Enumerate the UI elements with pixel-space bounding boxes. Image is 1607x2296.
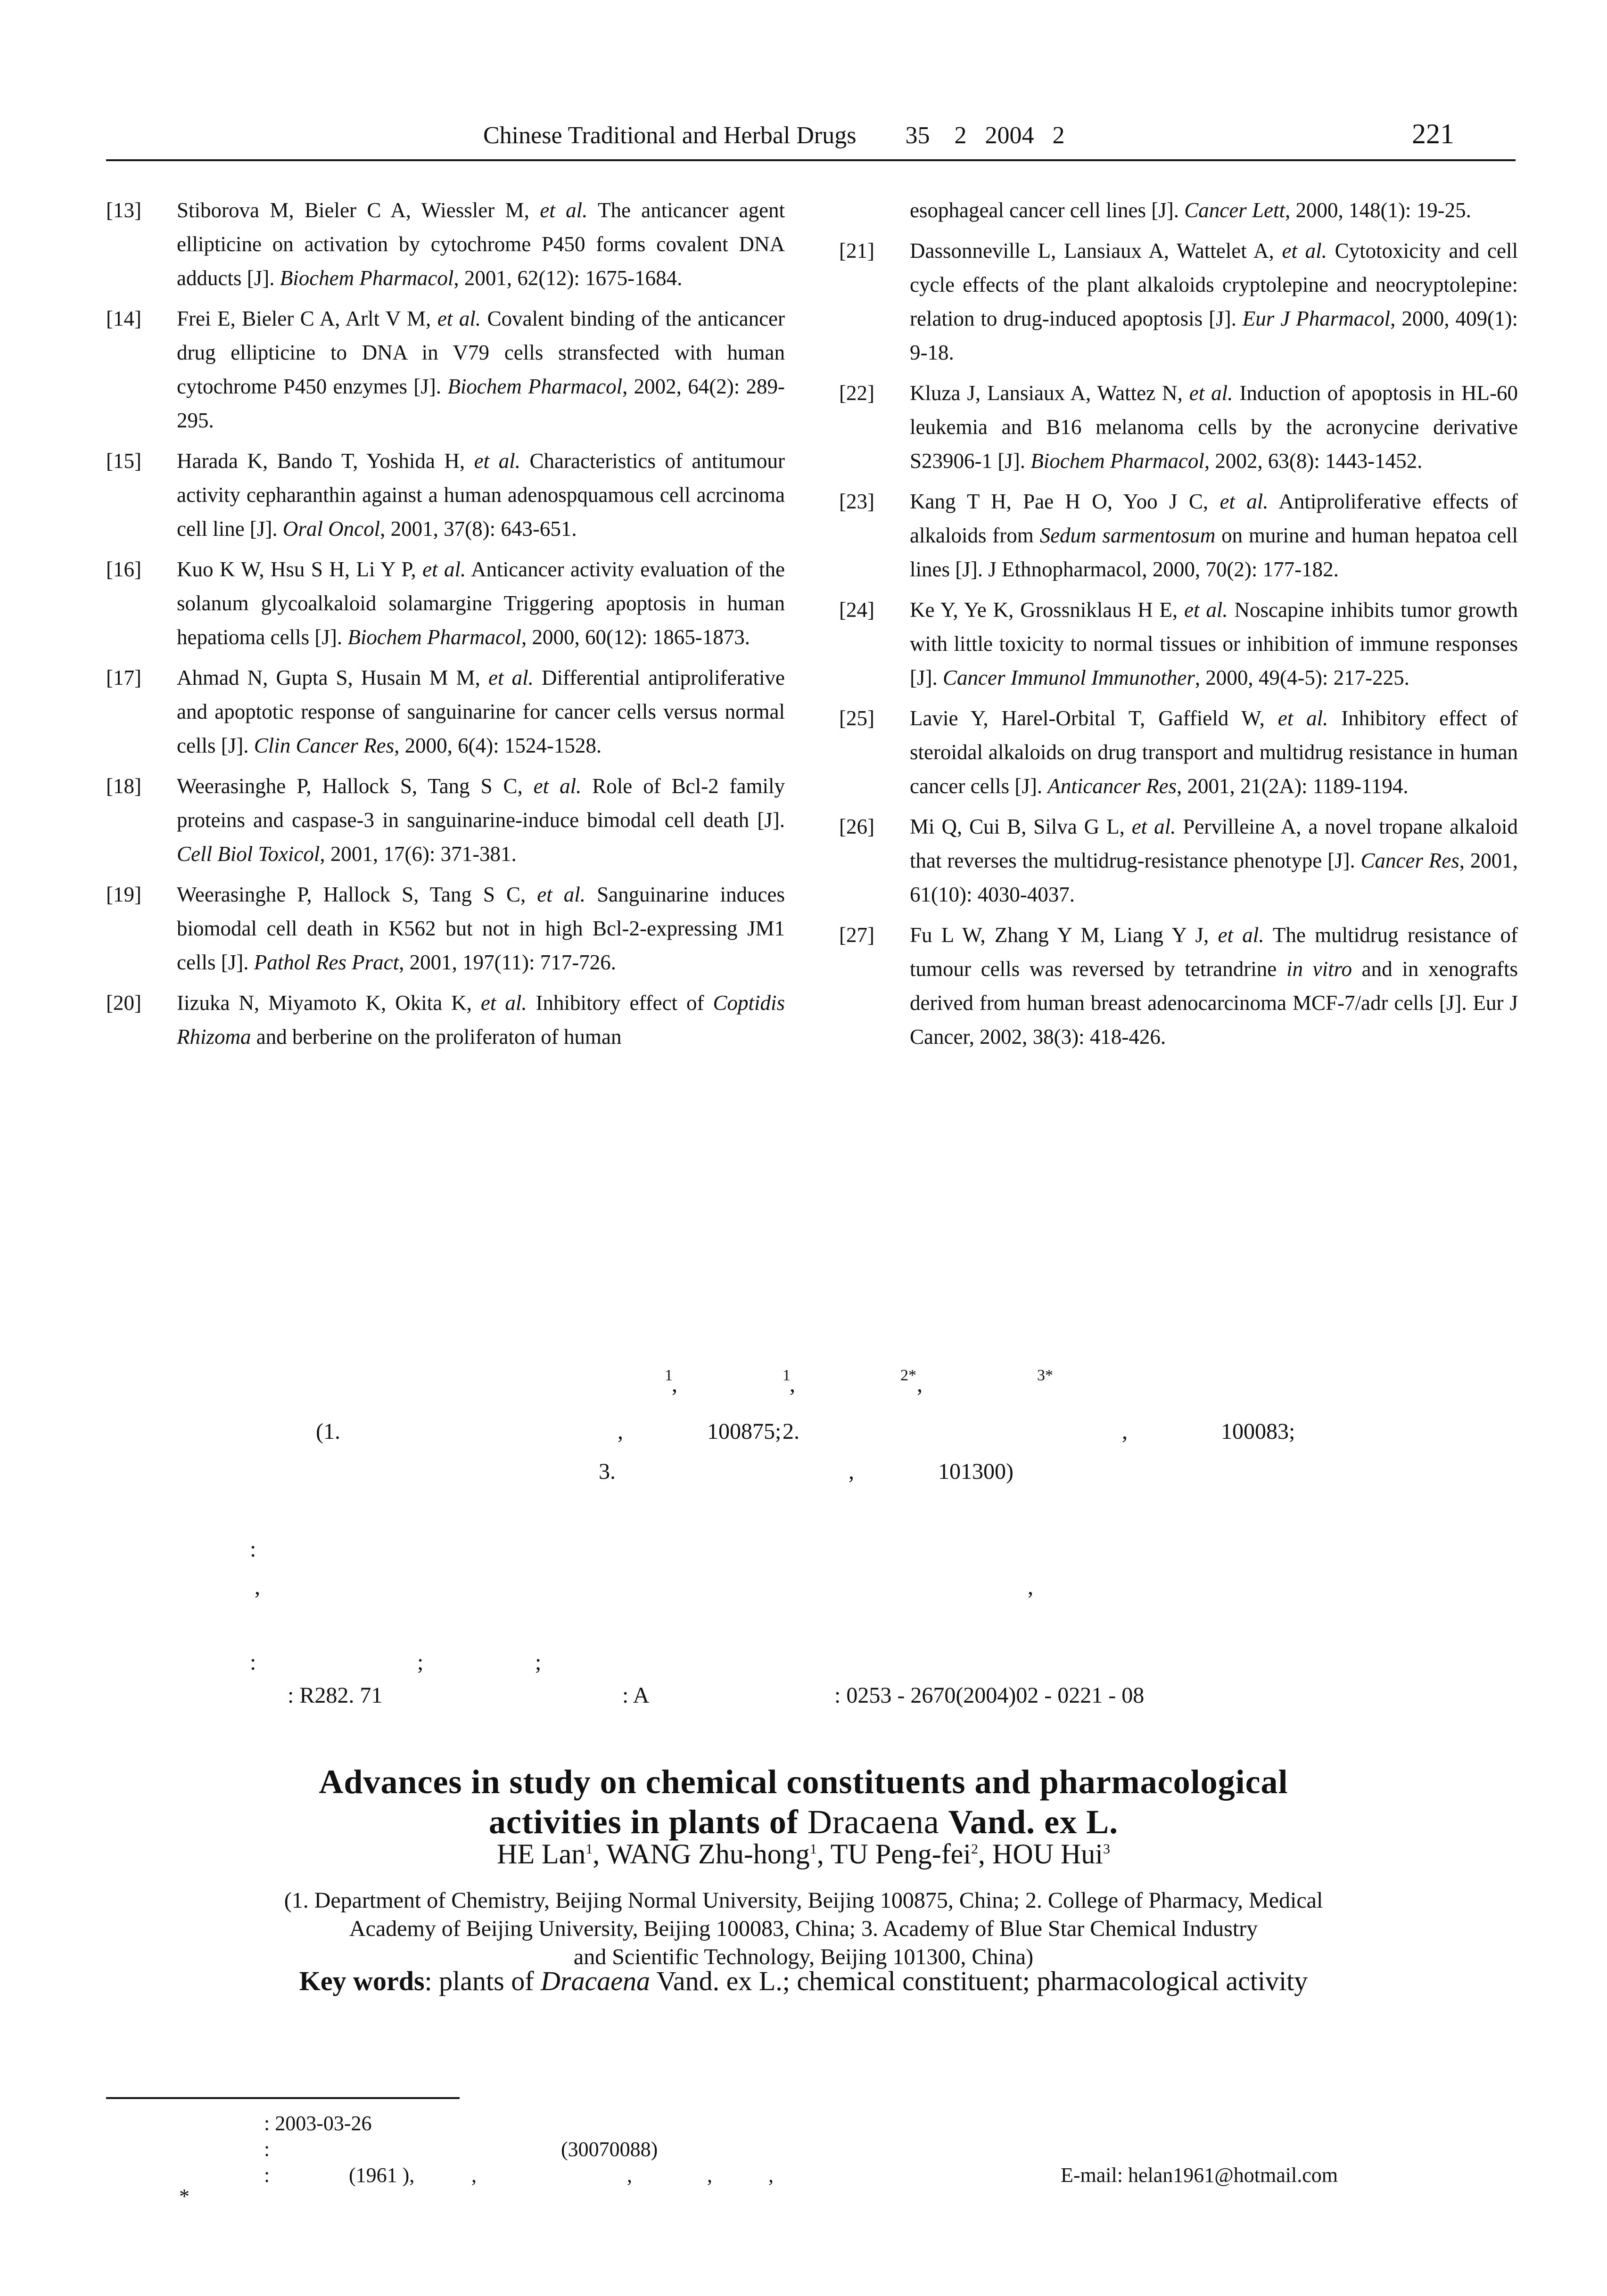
reference-item bbox=[839, 918, 1518, 1054]
reference-number: [13] bbox=[106, 198, 141, 222]
reference-item bbox=[839, 484, 1518, 586]
reference-text: Frei E, Bieler C A, Arlt V M, et al. Covalent binding of the anticancer drug ellipticine to DNA in V79 cells stransfected with human cytochrome P450 enzymes [J]. Biochem Pharmacol, 2002, 64(2): 289-295. bbox=[177, 307, 785, 432]
reference-number: [21] bbox=[839, 239, 874, 262]
author-sup-3: 2* bbox=[900, 1367, 916, 1384]
english-affiliation-2: Academy of Beijing University, Beijing 100083, China; 3. Academy of Blue Star Chemical Industry bbox=[349, 1916, 1258, 1941]
received-date: : 2003-03-26 bbox=[264, 2112, 372, 2135]
reference-item bbox=[106, 552, 785, 654]
reference-number: [23] bbox=[839, 490, 874, 513]
reference-number: [22] bbox=[839, 381, 874, 405]
english-affiliation-3: and Scientific Technology, Beijing 101300, China) bbox=[573, 1944, 1034, 1969]
journal-title: Chinese Traditional and Herbal Drugs 35 2 2004 2 bbox=[483, 122, 1065, 149]
author-email: E-mail: helan1961@hotmail.com bbox=[1061, 2164, 1338, 2187]
english-title-line-1: Advances in study on chemical constituents and pharmacological bbox=[319, 1763, 1288, 1801]
reference-item bbox=[839, 376, 1518, 478]
reference-text: Dassonneville L, Lansiaux A, Wattelet A, et al. Cytotoxicity and cell cycle effects of the plant alkaloids cryptolepine and neocryptolepine: relation to drug-induced apoptosis [J]. Eur J Pharmacol, 2000, 409(1): 9-18. bbox=[910, 239, 1518, 364]
english-authors: HE Lan$^1$, WANG Zhu-hong$^1$, TU Peng-fei$^2$, HOU Hui$^3$ bbox=[497, 1838, 1110, 1870]
reference-item bbox=[839, 810, 1518, 911]
references-right-column bbox=[839, 193, 1518, 1060]
english-affiliation-1: (1. Department of Chemistry, Beijing Normal University, Beijing 100875, China; 2. College of Pharmacy, Medical bbox=[284, 1888, 1323, 1913]
reference-number: [17] bbox=[106, 666, 141, 689]
reference-text: Fu L W, Zhang Y M, Liang Y J, et al. The multidrug resistance of tumour cells was reversed by tetrandrine in vitro and in xenografts derived from human breast adenocarcinoma MCF-7/adr cells [J]. Eur J Cancer, 2002, 38(3): 418-426. bbox=[910, 923, 1518, 1049]
reference-number: [26] bbox=[839, 815, 874, 838]
reference-number: [27] bbox=[839, 923, 874, 947]
running-header bbox=[106, 118, 1516, 161]
author-sup-1: 1 bbox=[665, 1367, 673, 1384]
reference-item bbox=[106, 769, 785, 871]
document-code: : A bbox=[622, 1683, 650, 1708]
author-sup-4: 3* bbox=[1037, 1367, 1053, 1384]
reference-text: Kluza J, Lansiaux A, Wattez N, et al. Induction of apoptosis in HL-60 leukemia and B16 melanoma cells by the acronycine derivative S23906-1 [J]. Biochem Pharmacol, 2002, 63(8): 1443-1452. bbox=[910, 381, 1518, 473]
reference-item bbox=[106, 193, 785, 295]
fund-number: (30070088) bbox=[561, 2138, 658, 2161]
article-id: : 0253 - 2670(2004)02 - 0221 - 08 bbox=[834, 1683, 1145, 1708]
reference-text: Ke Y, Ye K, Grossniklaus H E, et al. Noscapine inhibits tumor growth with little toxicity to normal tissues or inhibition of immune responses [J]. Cancer Immunol Immunother, 2000, 49(4-5): 217-225. bbox=[910, 598, 1518, 689]
english-keywords: Key words: plants of Dracaena Vand. ex L.; chemical constituent; pharmacological activity bbox=[299, 1966, 1308, 1996]
reference-number: [24] bbox=[839, 598, 874, 622]
reference-text: Weerasinghe P, Hallock S, Tang S C, et al. Sanguinarine induces biomodal cell death in K562 but not in high Bcl-2-expressing JM1 cells [J]. Pathol Res Pract, 2001, 197(11): 717-726. bbox=[177, 883, 785, 974]
clc-number: : R282. 71 bbox=[288, 1683, 383, 1708]
reference-text: Kuo K W, Hsu S H, Li Y P, et al. Anticancer activity evaluation of the solanum glycoalkaloid solamargine Triggering apoptosis in human hepatioma cells [J]. Biochem Pharmacol, 2000, 60(12): 1865-1873. bbox=[177, 558, 785, 649]
reference-text: Iizuka N, Miyamoto K, Okita K, et al. Inhibitory effect of Coptidis Rhizoma and berberine on the proliferaton of human bbox=[177, 991, 785, 1049]
corresponding-marker: * bbox=[179, 2185, 190, 2208]
reference-text: Mi Q, Cui B, Silva G L, et al. Pervilleine A, a novel tropane alkaloid that reverses the multidrug-resistance phenotype [J]. Cancer Res, 2001, 61(10): 4030-4037. bbox=[910, 815, 1518, 906]
reference-text: Kang T H, Pae H O, Yoo J C, et al. Antiproliferative effects of alkaloids from Sedum sarmentosum on murine and human hepatoa cell lines [J]. J Ethnopharmacol, 2000, 70(2): 177-182. bbox=[910, 490, 1518, 581]
reference-item bbox=[106, 302, 785, 437]
reference-text: Weerasinghe P, Hallock S, Tang S C, et al. Role of Bcl-2 family proteins and caspase-3 in sanguinarine-induce bimodal cell death [J]. Cell Biol Toxicol, 2001, 17(6): 371-381. bbox=[177, 774, 785, 866]
reference-number: [25] bbox=[839, 706, 874, 730]
reference-item bbox=[106, 986, 785, 1054]
reference-item bbox=[839, 593, 1518, 695]
reference-item bbox=[106, 444, 785, 546]
page-number: 221 bbox=[1412, 118, 1454, 149]
reference-item bbox=[839, 234, 1518, 369]
references-left-column bbox=[106, 193, 785, 1060]
reference-text: Harada K, Bando T, Yoshida H, et al. Characteristics of antitumour activity cepharanthin against a human adenospquamous cell acrcinoma cell line [J]. Oral Oncol, 2001, 37(8): 643-651. bbox=[177, 449, 785, 541]
reference-number: [18] bbox=[106, 774, 141, 798]
reference-item bbox=[839, 701, 1518, 803]
english-title-line-2: activities in plants of Dracaena Vand. ex L. bbox=[488, 1803, 1119, 1841]
reference-number: [14] bbox=[106, 307, 141, 330]
reference-number: [20] bbox=[106, 991, 141, 1015]
author-sup-2: 1 bbox=[783, 1367, 791, 1384]
reference-text: Ahmad N, Gupta S, Husain M M, et al. Differential antiproliferative and apoptotic response of sanguinarine for cancer cells versus normal cells [J]. Clin Cancer Res, 2000, 6(4): 1524-1528. bbox=[177, 666, 785, 757]
reference-item bbox=[106, 661, 785, 763]
footnote-rule bbox=[106, 2097, 460, 2099]
reference-item bbox=[106, 877, 785, 979]
reference-number: [16] bbox=[106, 558, 141, 581]
reference-text: Stiborova M, Bieler C A, Wiessler M, et al. The anticancer agent ellipticine on activation by cytochrome P450 forms covalent DNA adducts [J]. Biochem Pharmacol, 2001, 62(12): 1675-1684. bbox=[177, 198, 785, 290]
ref-20-continuation: esophageal cancer cell lines [J]. Cancer Lett, 2000, 148(1): 19-25. bbox=[910, 198, 1471, 222]
reference-number: [19] bbox=[106, 883, 141, 906]
reference-text: Lavie Y, Harel-Orbital T, Gaffield W, et al. Inhibitory effect of steroidal alkaloids on drug transport and multidrug resistance in human cancer cells [J]. Anticancer Res, 2001, 21(2A): 1189-1194. bbox=[910, 706, 1518, 798]
reference-number: [15] bbox=[106, 449, 141, 473]
